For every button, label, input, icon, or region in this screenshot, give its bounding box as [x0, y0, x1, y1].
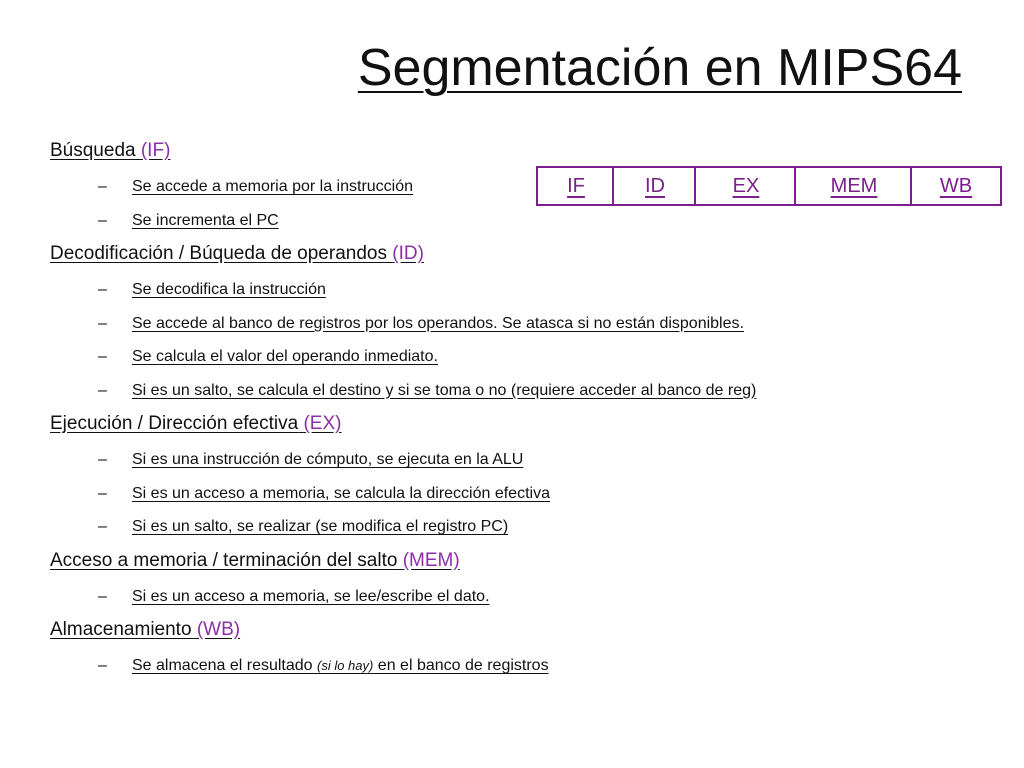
dash-marker: –: [98, 657, 107, 674]
stage-id-label: ID: [645, 174, 665, 197]
heading-code: (EX): [303, 413, 342, 434]
dash-marker: –: [98, 484, 107, 502]
stage-if-label: IF: [567, 174, 585, 197]
heading-text: Decodificación / Búqueda de operandos: [50, 243, 387, 264]
section-heading-id: [50, 237, 950, 273]
bullet-item: [50, 204, 950, 238]
heading-text: Acceso a memoria / terminación del salto: [50, 549, 398, 571]
bullet-text: Se calcula el valor del operando inmediato.: [132, 348, 438, 365]
bullet-text: Si es un acceso a memoria, se lee/escribe el dato.: [132, 587, 490, 605]
dash-marker: –: [98, 178, 107, 195]
bullet-text: Si es un acceso a memoria, se calcula la dirección efectiva: [132, 484, 550, 502]
section-heading-if: [50, 134, 950, 170]
bullet-item: [50, 340, 950, 374]
heading-code: (IF): [140, 140, 171, 161]
bullet-item: [50, 477, 950, 511]
bullet-item: [50, 307, 950, 341]
section-heading-ex: [50, 407, 950, 443]
section-heading-wb: [50, 613, 950, 649]
bullet-text: Se accede a memoria por la instrucción: [132, 178, 414, 195]
bullet-text: Si es un salto, se realizar (se modifica el registro PC): [132, 518, 509, 535]
dash-marker: –: [98, 518, 107, 535]
bullet-text: Se incrementa el PC: [132, 211, 279, 229]
dash-marker: –: [98, 211, 107, 229]
bullet-text: Si es un salto, se calcula el destino y si se toma o no (requiere acceder al banco de reg): [132, 381, 757, 399]
bullet-text: [132, 657, 549, 674]
bullet-item: [50, 443, 950, 477]
dash-marker: –: [98, 348, 107, 365]
stage-wb-label: WB: [939, 174, 973, 197]
dash-marker: –: [98, 451, 107, 468]
bullet-item: [50, 170, 950, 204]
bullet-text-post: en el banco de registros: [373, 657, 549, 674]
bullet-text: Se decodifica la instrucción: [132, 281, 326, 298]
bullet-item: [50, 374, 950, 408]
heading-text: Búsqueda: [50, 140, 136, 161]
heading-text: Ejecución / Dirección efectiva: [50, 413, 299, 434]
heading-code: (WB): [196, 619, 241, 640]
section-heading-mem: [50, 544, 950, 580]
bullet-item: [50, 273, 950, 307]
dash-marker: –: [98, 381, 107, 399]
bullet-item: [50, 510, 950, 544]
bullet-text-note: (si lo hay): [317, 658, 374, 673]
dash-marker: –: [98, 314, 107, 332]
stage-ex-label: EX: [732, 174, 760, 197]
bullet-item: [50, 649, 950, 683]
bullet-text-pre: Se almacena el resultado: [132, 657, 317, 674]
slide-title: Segmentación en MIPS64: [357, 39, 962, 97]
bullet-text: Se accede al banco de registros por los operandos. Se atasca si no están disponibles.: [132, 314, 744, 332]
heading-code: (MEM): [402, 549, 460, 571]
heading-code: (ID): [392, 243, 424, 264]
dash-marker: –: [98, 281, 107, 298]
slide-body: [50, 134, 950, 683]
stage-mem-label: MEM: [830, 174, 878, 197]
bullet-item: [50, 580, 950, 614]
heading-text: Almacenamiento: [50, 619, 192, 640]
bullet-text: Si es una instrucción de cómputo, se ejecuta en la ALU: [132, 451, 524, 468]
dash-marker: –: [98, 587, 107, 605]
